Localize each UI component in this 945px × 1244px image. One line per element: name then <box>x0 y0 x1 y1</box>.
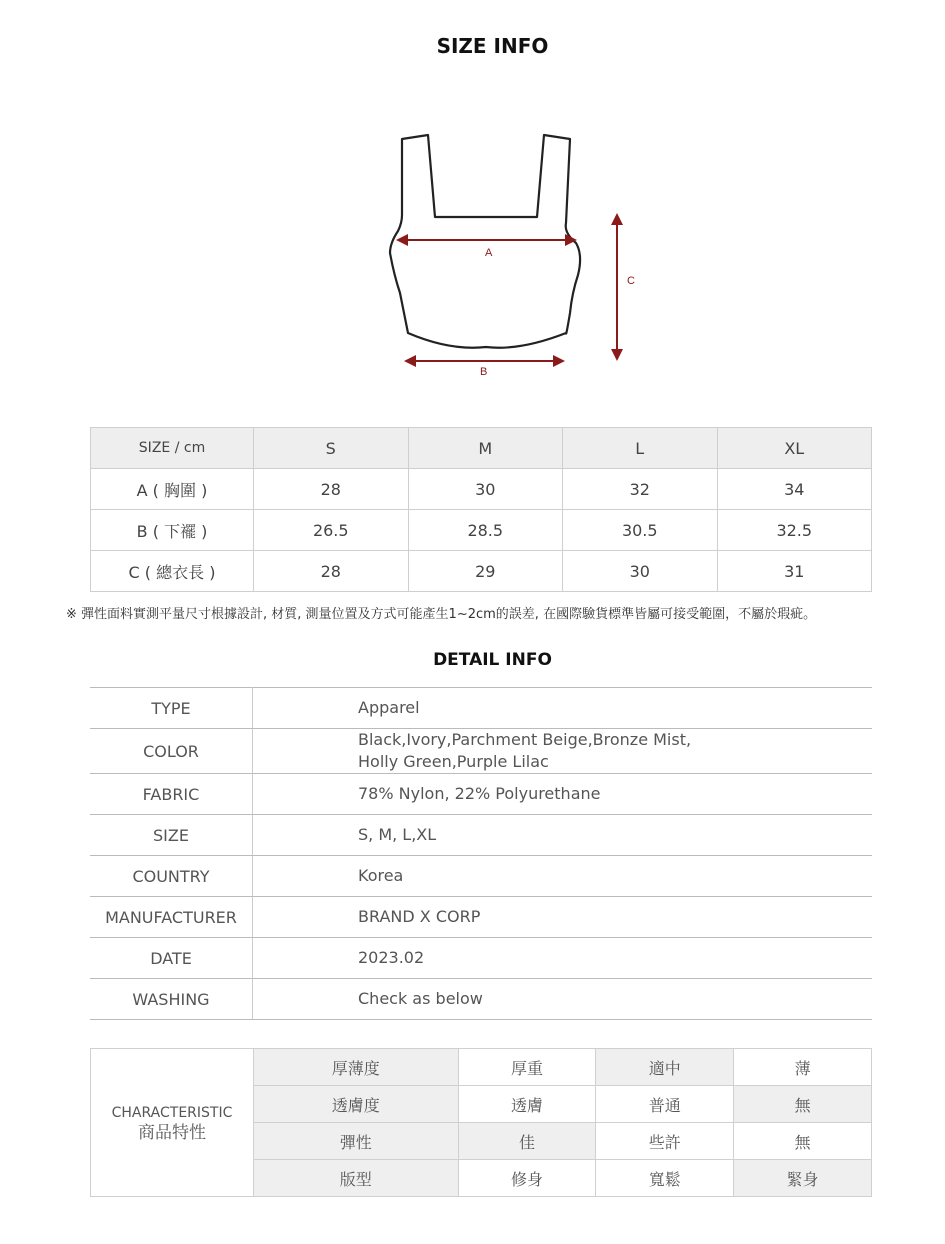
char-row-thickness <box>91 1049 872 1086</box>
cell: 26.5 <box>254 510 409 551</box>
char-option: 厚重 <box>458 1049 596 1086</box>
char-label: 厚薄度 <box>254 1049 459 1086</box>
detail-row-washing <box>90 979 872 1020</box>
cell: 30 <box>408 469 563 510</box>
color-line-2: Holly Green,Purple Lilac <box>358 752 549 771</box>
char-option: 普通 <box>596 1086 734 1123</box>
detail-row-fabric <box>90 774 872 815</box>
measurement-note: ※ 彈性面料實測平量尺寸根據設計, 材質, 測量位置及方式可能產生1~2cm的誤差, 在國際驗貨標準皆屬可接受範圍，不屬於瑕疵。 <box>66 607 817 622</box>
size-table <box>90 427 872 592</box>
header-s: S <box>254 428 409 469</box>
size-row-b <box>91 510 872 551</box>
size-row-a <box>91 469 872 510</box>
size-table-header <box>91 428 872 469</box>
characteristic-heading <box>91 1049 254 1197</box>
detail-row-date <box>90 938 872 979</box>
char-option-selected: 無 <box>734 1086 872 1123</box>
detail-key: TYPE <box>90 688 253 729</box>
header-size-unit: SIZE / cm <box>91 428 254 469</box>
label-b: B <box>480 366 488 375</box>
detail-value: Apparel <box>253 688 873 729</box>
cell: 30.5 <box>563 510 718 551</box>
char-option: 透膚 <box>458 1086 596 1123</box>
characteristic-table <box>90 1048 872 1197</box>
char-option: 修身 <box>458 1160 596 1197</box>
label-c: C <box>627 275 635 287</box>
detail-key: SIZE <box>90 815 253 856</box>
header-m: M <box>408 428 563 469</box>
char-label: 彈性 <box>254 1123 459 1160</box>
size-info-title: SIZE INFO <box>436 34 549 58</box>
detail-key: COUNTRY <box>90 856 253 897</box>
cell: 31 <box>717 551 872 592</box>
detail-value: BRAND X CORP <box>253 897 873 938</box>
detail-value <box>253 729 873 774</box>
detail-row-size <box>90 815 872 856</box>
detail-info-title: DETAIL INFO <box>433 650 552 670</box>
char-label: 透膚度 <box>254 1086 459 1123</box>
detail-key: WASHING <box>90 979 253 1020</box>
detail-row-type <box>90 688 872 729</box>
label-a: A <box>485 247 493 259</box>
detail-row-country <box>90 856 872 897</box>
char-label: 版型 <box>254 1160 459 1197</box>
detail-key: FABRIC <box>90 774 253 815</box>
cell: 28 <box>254 551 409 592</box>
detail-row-color <box>90 729 872 774</box>
header-xl: XL <box>717 428 872 469</box>
row-label: B ( 下襬 ) <box>91 510 254 551</box>
arrow-a <box>396 234 577 246</box>
characteristic-heading-en: CHARACTERISTIC <box>111 1104 233 1121</box>
cell: 28 <box>254 469 409 510</box>
row-label: A ( 胸圍 ) <box>91 469 254 510</box>
detail-value: S, M, L,XL <box>253 815 873 856</box>
char-option-selected: 緊身 <box>734 1160 872 1197</box>
cell: 30 <box>563 551 718 592</box>
char-option: 寬鬆 <box>596 1160 734 1197</box>
char-option: 薄 <box>734 1049 872 1086</box>
char-option-selected: 適中 <box>596 1049 734 1086</box>
cell: 32.5 <box>717 510 872 551</box>
row-label: C ( 總衣長 ) <box>91 551 254 592</box>
detail-key: MANUFACTURER <box>90 897 253 938</box>
detail-row-manufacturer <box>90 897 872 938</box>
char-option: 無 <box>734 1123 872 1160</box>
color-line-1: Black,Ivory,Parchment Beige,Bronze Mist, <box>358 730 692 749</box>
detail-value: 2023.02 <box>253 938 873 979</box>
detail-value: Check as below <box>253 979 873 1020</box>
size-row-c <box>91 551 872 592</box>
detail-key: COLOR <box>90 729 253 774</box>
detail-value: Korea <box>253 856 873 897</box>
char-option: 些許 <box>596 1123 734 1160</box>
cell: 28.5 <box>408 510 563 551</box>
garment-diagram <box>380 125 650 375</box>
header-l: L <box>563 428 718 469</box>
detail-key: DATE <box>90 938 253 979</box>
detail-table <box>90 687 872 1020</box>
characteristic-heading-cn: 商品特性 <box>138 1122 206 1143</box>
crop-top-outline <box>390 135 580 348</box>
cell: 29 <box>408 551 563 592</box>
char-option-selected: 佳 <box>458 1123 596 1160</box>
arrow-c <box>611 213 623 361</box>
cell: 34 <box>717 469 872 510</box>
cell: 32 <box>563 469 718 510</box>
detail-value: 78% Nylon, 22% Polyurethane <box>253 774 873 815</box>
